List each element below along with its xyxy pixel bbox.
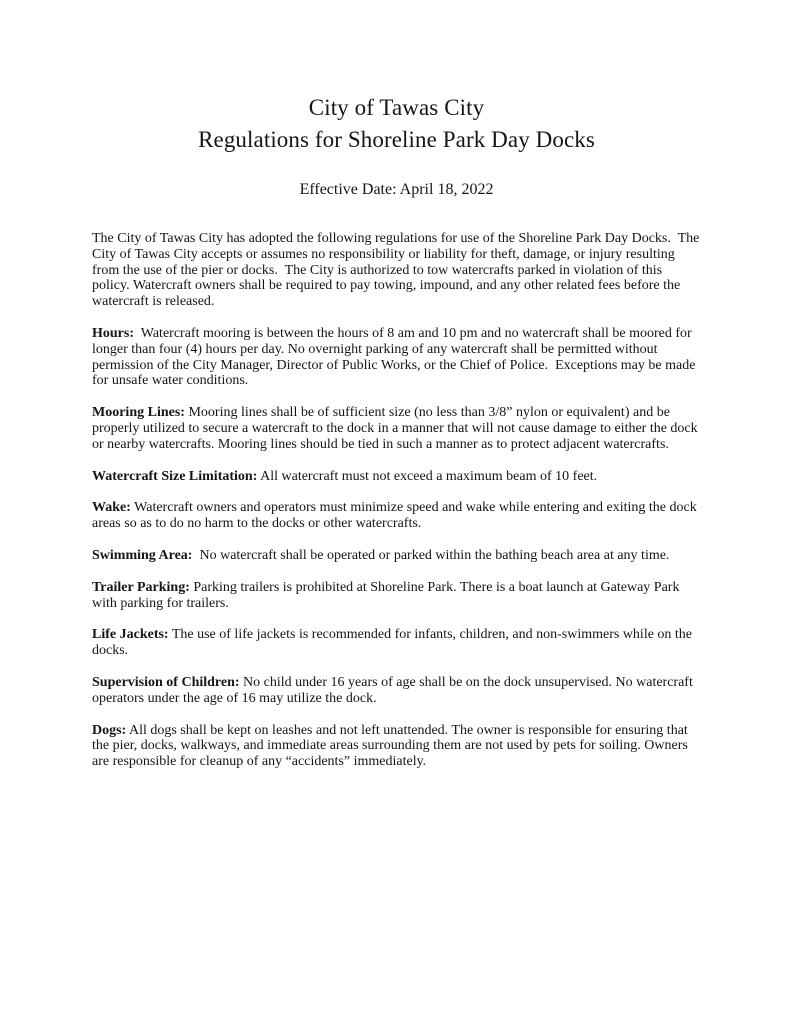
section-hours (92, 326, 701, 389)
section-life-jackets (92, 627, 701, 659)
section-text-watercraft-size-limitation: All watercraft must not exceed a maximum beam of 10 feet. (257, 468, 598, 484)
section-text-trailer-parking: Parking trailers is prohibited at Shoreline Park. There is a boat launch at Gateway Park with parking for trailers. (92, 579, 683, 611)
section-label-wake: Wake: (92, 500, 131, 516)
section-label-trailer-parking: Trailer Parking: (92, 579, 190, 595)
section-label-supervision-of-children: Supervision of Children: (92, 674, 240, 690)
title-line-2: Regulations for Shoreline Park Day Docks (198, 127, 595, 152)
section-supervision-of-children (92, 675, 701, 707)
section-label-dogs: Dogs: (92, 722, 127, 738)
section-text-mooring-lines: Mooring lines shall be of sufficient size (no less than 3/8” nylon or equivalent) and be properly utilized to secure a watercraft to the dock in a manner that will not cause damage to either the dock or nearby watercrafts. Mooring lines should be tied in such a manner as to protect adjacent watercrafts. (92, 405, 702, 452)
section-dogs (92, 723, 701, 770)
section-label-life-jackets: Life Jackets: (92, 627, 169, 643)
section-label-mooring-lines: Mooring Lines: (92, 405, 185, 421)
section-label-hours: Hours: (92, 325, 134, 341)
section-wake (92, 500, 701, 532)
section-text-hours: Watercraft mooring is between the hours of 8 am and 10 pm and no watercraft shall be moored for longer than four (4) hours per day. No overnight parking of any watercraft shall be permitted without permission of the City Manager, Director of Public Works, or the Chief of Police. Exceptions may be made for unsafe water conditions. (92, 325, 699, 389)
document-content (92, 92, 701, 770)
title-line-1: City of Tawas City (308, 95, 485, 120)
section-text-dogs: All dogs shall be kept on leashes and not left unattended. The owner is responsible for ensuring that the pier, docks, walkways, and immediate areas surrounding them are not used by pets for soiling. Owners are responsible for cleanup of any “accidents” immediately. (92, 722, 692, 770)
section-label-watercraft-size-limitation: Watercraft Size Limitation: (92, 468, 258, 484)
section-label-swimming-area: Swimming Area: (92, 547, 193, 563)
effective-date: Effective Date: April 18, 2022 (299, 181, 494, 198)
section-text-swimming-area: No watercraft shall be operated or parked within the bathing beach area at any time. (192, 547, 670, 563)
section-watercraft-size-limitation (92, 469, 701, 485)
document-title (92, 92, 701, 156)
section-trailer-parking (92, 580, 701, 612)
section-text-wake: Watercraft owners and operators must minimize speed and wake while entering and exiting the dock areas so as to do no harm to the docks or other watercrafts. (92, 500, 701, 532)
section-mooring-lines (92, 405, 701, 452)
intro-paragraph: The City of Tawas City has adopted the following regulations for use of the Shoreline Park Day Docks. The City of Tawas City accepts or assumes no responsibility or liability for theft, damage, or injury resulting from the use of the pier or docks. The City is authorized to tow watercrafts parked in violation of this policy. Watercraft owners shall be required to pay towing, impound, and any other related fees before the watercraft is released. (92, 231, 703, 310)
section-swimming-area (92, 548, 701, 564)
section-text-life-jackets: The use of life jackets is recommended for infants, children, and non-swimmers while on the docks. (92, 627, 696, 659)
section-text-supervision-of-children: No child under 16 years of age shall be on the dock unsupervised. No watercraft operators under the age of 16 may utilize the dock. (92, 674, 697, 706)
